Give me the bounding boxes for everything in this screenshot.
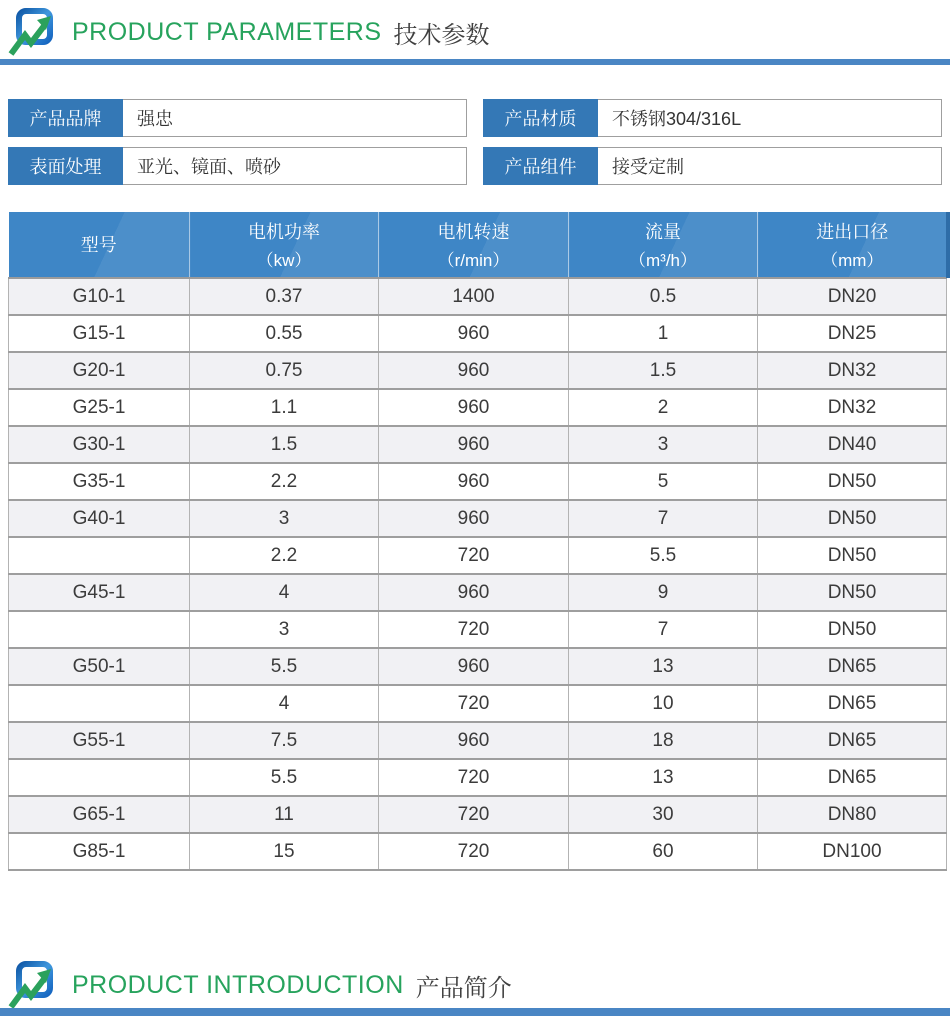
cell-power: 3: [190, 611, 379, 648]
cell-diameter: DN65: [758, 648, 947, 685]
info-value-surface: 亚光、镜面、喷砂: [123, 147, 467, 185]
cell-model: [9, 537, 190, 574]
table-row: [9, 796, 947, 833]
cell-power: 3: [190, 500, 379, 537]
cell-model: G65-1: [9, 796, 190, 833]
cell-diameter: DN50: [758, 537, 947, 574]
col-header-diameter-name: 进出口径: [816, 222, 889, 242]
cell-speed: 720: [379, 796, 569, 833]
cell-model: G40-1: [9, 500, 190, 537]
info-label-brand: 产品品牌: [8, 99, 123, 137]
table-row: [9, 463, 947, 500]
cell-flow: 3: [569, 426, 758, 463]
cell-power: 0.55: [190, 315, 379, 352]
table-row: [9, 278, 947, 315]
spec-table-header: [9, 212, 947, 278]
col-header-speed: [379, 212, 569, 278]
table-row: [9, 833, 947, 870]
cell-flow: 0.5: [569, 278, 758, 315]
cell-power: 7.5: [190, 722, 379, 759]
table-row: [9, 685, 947, 722]
cell-power: 1.5: [190, 426, 379, 463]
spec-table-body: [9, 278, 947, 870]
cell-model: G85-1: [9, 833, 190, 870]
cell-power: 1.1: [190, 389, 379, 426]
cell-model: [9, 759, 190, 796]
introduction-title-en: PRODUCT INTRODUCTION: [72, 970, 404, 999]
introduction-title-zh: 产品简介: [415, 974, 512, 1002]
cell-speed: 960: [379, 500, 569, 537]
cell-flow: 5.5: [569, 537, 758, 574]
cell-flow: 7: [569, 611, 758, 648]
cell-model: [9, 611, 190, 648]
parameters-title-en: PRODUCT PARAMETERS: [72, 17, 382, 46]
product-info-grid: [8, 99, 942, 185]
cell-model: G10-1: [9, 278, 190, 315]
cell-flow: 60: [569, 833, 758, 870]
col-header-power: [190, 212, 379, 278]
cell-flow: 5: [569, 463, 758, 500]
cell-model: G25-1: [9, 389, 190, 426]
cell-diameter: DN32: [758, 352, 947, 389]
table-row: [9, 352, 947, 389]
cell-power: 0.37: [190, 278, 379, 315]
cell-flow: 10: [569, 685, 758, 722]
cell-diameter: DN50: [758, 463, 947, 500]
cell-flow: 1.5: [569, 352, 758, 389]
table-row: [9, 537, 947, 574]
cell-speed: 720: [379, 685, 569, 722]
cell-speed: 720: [379, 537, 569, 574]
cell-power: 11: [190, 796, 379, 833]
col-header-flow-name: 流量: [645, 222, 681, 242]
cell-diameter: DN25: [758, 315, 947, 352]
table-row: [9, 500, 947, 537]
cell-diameter: DN32: [758, 389, 947, 426]
cell-model: G45-1: [9, 574, 190, 611]
cell-flow: 30: [569, 796, 758, 833]
cell-power: 15: [190, 833, 379, 870]
info-grid-spacer: [467, 99, 483, 137]
cell-model: G30-1: [9, 426, 190, 463]
table-row: [9, 389, 947, 426]
introduction-section-header: [8, 960, 512, 1010]
cell-diameter: DN20: [758, 278, 947, 315]
col-header-model-name: 型号: [80, 234, 117, 255]
cell-diameter: DN50: [758, 611, 947, 648]
cell-diameter: DN40: [758, 426, 947, 463]
cell-flow: 2: [569, 389, 758, 426]
col-header-speed-unit: （r/min）: [437, 251, 510, 270]
cell-model: G55-1: [9, 722, 190, 759]
info-label-component: 产品组件: [483, 147, 598, 185]
cell-power: 2.2: [190, 537, 379, 574]
cell-model: G15-1: [9, 315, 190, 352]
info-label-surface: 表面处理: [8, 147, 123, 185]
cell-model: [9, 685, 190, 722]
spec-table: [8, 212, 947, 871]
info-grid-spacer: [467, 147, 483, 185]
cell-diameter: DN65: [758, 759, 947, 796]
cell-model: G35-1: [9, 463, 190, 500]
cell-flow: 13: [569, 759, 758, 796]
col-header-flow-unit: （m³/h）: [629, 251, 697, 270]
cell-speed: 960: [379, 315, 569, 352]
top-divider-rule: [0, 59, 950, 65]
cell-speed: 960: [379, 426, 569, 463]
cell-flow: 9: [569, 574, 758, 611]
table-row: [9, 722, 947, 759]
cell-power: 0.75: [190, 352, 379, 389]
info-value-component: 接受定制: [598, 147, 942, 185]
cell-speed: 960: [379, 389, 569, 426]
cell-power: 5.5: [190, 759, 379, 796]
cell-power: 4: [190, 574, 379, 611]
cell-speed: 960: [379, 648, 569, 685]
cell-diameter: DN100: [758, 833, 947, 870]
table-row: [9, 759, 947, 796]
info-value-material: 不锈钢304/316L: [598, 99, 942, 137]
col-header-diameter: [758, 212, 947, 278]
cell-speed: 960: [379, 352, 569, 389]
cell-flow: 18: [569, 722, 758, 759]
parameters-title-zh: 技术参数: [393, 21, 490, 49]
col-header-power-name: 电机功率: [248, 222, 320, 242]
cell-model: G50-1: [9, 648, 190, 685]
cell-flow: 13: [569, 648, 758, 685]
col-header-power-unit: （kw）: [256, 251, 312, 270]
col-header-diameter-unit: （mm）: [821, 251, 884, 270]
table-row: [9, 574, 947, 611]
cell-speed: 720: [379, 833, 569, 870]
cell-diameter: DN65: [758, 722, 947, 759]
cell-diameter: DN50: [758, 500, 947, 537]
table-row: [9, 648, 947, 685]
cell-diameter: DN65: [758, 685, 947, 722]
cell-flow: 7: [569, 500, 758, 537]
cell-model: G20-1: [9, 352, 190, 389]
cell-speed: 720: [379, 611, 569, 648]
cell-speed: 960: [379, 722, 569, 759]
cell-speed: 1400: [379, 278, 569, 315]
cell-diameter: DN50: [758, 574, 947, 611]
brand-logo-icon: [8, 7, 58, 57]
table-header-right-edge: [946, 212, 950, 278]
brand-logo-icon: [8, 960, 58, 1010]
cell-power: 4: [190, 685, 379, 722]
col-header-model: [9, 212, 190, 278]
table-row: [9, 611, 947, 648]
cell-speed: 960: [379, 463, 569, 500]
table-row: [9, 426, 947, 463]
cell-power: 5.5: [190, 648, 379, 685]
cell-power: 2.2: [190, 463, 379, 500]
cell-speed: 960: [379, 574, 569, 611]
info-value-brand: 强忠: [123, 99, 467, 137]
col-header-speed-name: 电机转速: [437, 222, 510, 242]
parameters-section-header: [8, 6, 490, 58]
cell-flow: 1: [569, 315, 758, 352]
bottom-divider-rule: [0, 1008, 950, 1016]
table-row: [9, 315, 947, 352]
info-label-material: 产品材质: [483, 99, 598, 137]
col-header-flow: [569, 212, 758, 278]
cell-speed: 720: [379, 759, 569, 796]
cell-diameter: DN80: [758, 796, 947, 833]
